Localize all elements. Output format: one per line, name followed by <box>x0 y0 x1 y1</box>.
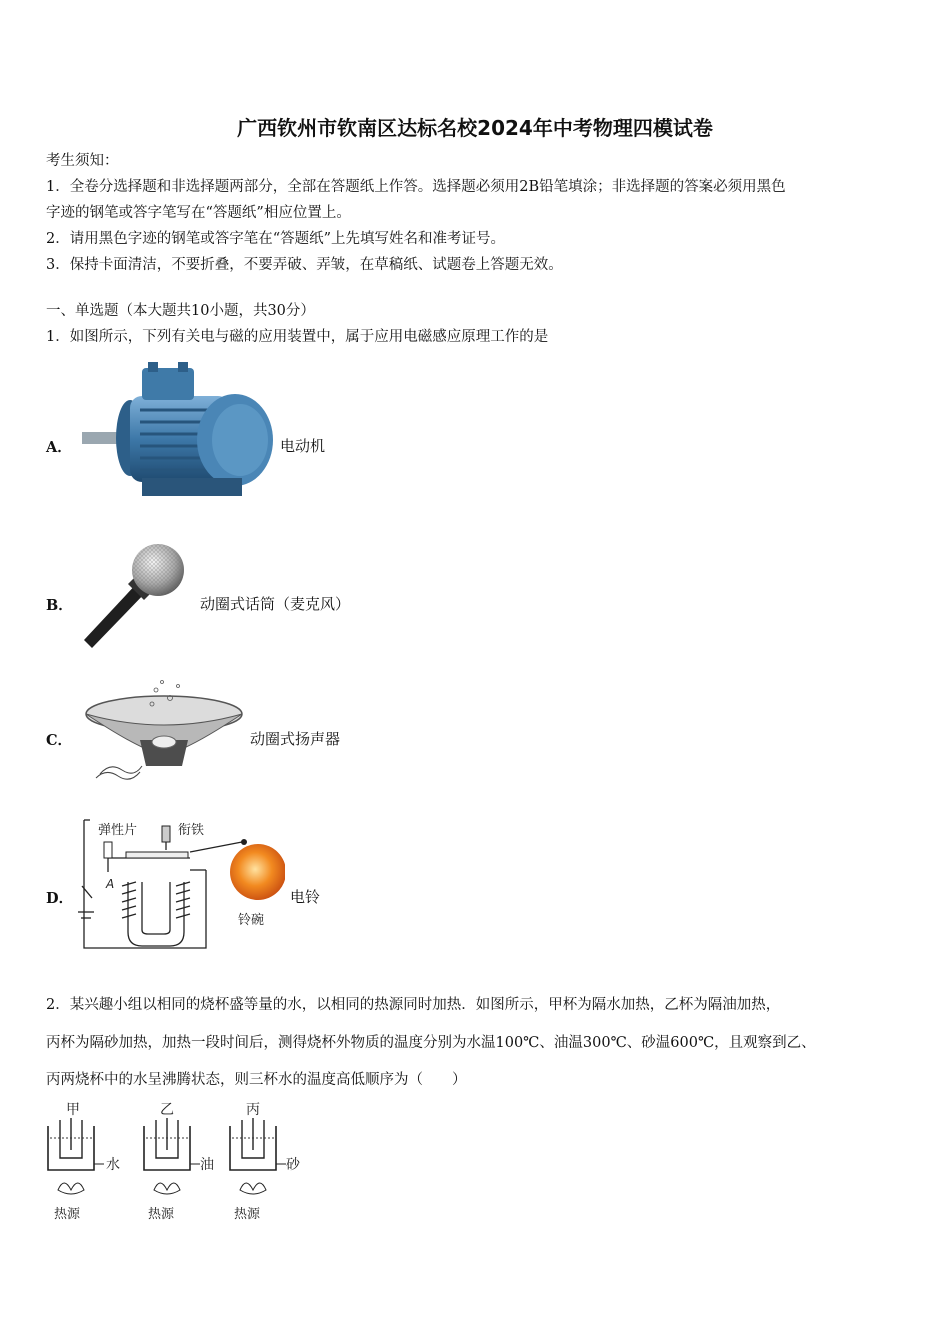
q1-stem: 1．如图所示，下列有关电与磁的应用装置中，属于应用电磁感应原理工作的是 <box>46 329 549 345</box>
option-d-caption: 电铃 <box>290 888 321 906</box>
beaker-yi-medium: 油 <box>200 1157 214 1173</box>
notice-line-1b: 字迹的钢笔或答字笔写在“答题纸”相应位置上。 <box>46 205 351 221</box>
option-c-caption: 动圈式扬声器 <box>250 730 341 748</box>
speaker-illustration <box>82 678 247 783</box>
beakers-diagram <box>40 1100 310 1225</box>
option-d-letter: D． <box>46 890 74 907</box>
notice-line-3: 3．保持卡面清洁，不要折叠，不要弄破、弄皱，在草稿纸、试题卷上答题无效。 <box>46 257 563 273</box>
option-b-letter: B． <box>46 597 73 614</box>
electric-bell-diagram <box>70 812 285 952</box>
beaker-jia <box>48 1102 120 1222</box>
q2-line-1: 2．某兴趣小组以相同的烧杯盛等量的水，以相同的热源同时加热．如图所示，甲杯为隔水加热，乙杯为隔油加热， <box>46 997 781 1013</box>
beaker-yi-name: 乙 <box>160 1102 174 1118</box>
beaker-yi <box>144 1102 214 1222</box>
option-b-caption: 动圈式话筒（麦克风） <box>200 595 351 613</box>
page-title: 广西钦州市钦南区达标名校2024年中考物理四模试卷 <box>237 116 713 140</box>
section-heading: 一、单选题（本大题共10小题，共30分） <box>46 303 315 319</box>
q2-line-3: 丙两烧杯中的水呈沸腾状态，则三杯水的温度高低顺序为（ ） <box>46 1072 467 1088</box>
notice-heading: 考生须知： <box>46 153 119 169</box>
motor-illustration <box>80 360 280 505</box>
beaker-jia-name: 甲 <box>66 1102 80 1118</box>
beaker-bing-source: 热源 <box>234 1207 261 1222</box>
microphone-illustration <box>78 540 193 655</box>
beaker-bing-medium: 砂 <box>286 1157 300 1173</box>
beaker-jia-medium: 水 <box>106 1157 120 1173</box>
notice-line-1a: 1．全卷分选择题和非选择题两部分，全部在答题纸上作答。选择题必须用2B铅笔填涂；非选择题的答案必须用黑色 <box>46 179 786 195</box>
option-a-letter: A． <box>46 439 72 456</box>
bell-label-a: A <box>106 877 115 891</box>
beaker-yi-source: 热源 <box>148 1207 175 1222</box>
option-a-caption: 电动机 <box>280 437 326 455</box>
bell-label-spring: 弹性片 <box>98 823 138 838</box>
beaker-jia-source: 热源 <box>54 1207 81 1222</box>
q2-line-2: 丙杯为隔砂加热，加热一段时间后，测得烧杯外物质的温度分别为水温100℃、油温300℃、砂温600℃，且观察到乙、 <box>46 1035 816 1051</box>
beaker-bing <box>230 1102 301 1222</box>
bell-label-gong: 铃碗 <box>238 913 265 928</box>
bell-label-armature: 衔铁 <box>178 823 205 838</box>
beaker-bing-name: 丙 <box>246 1102 260 1118</box>
option-c-letter: C． <box>46 732 73 749</box>
notice-line-2: 2．请用黑色字迹的钢笔或答字笔在“答题纸”上先填写姓名和准考证号。 <box>46 231 506 247</box>
